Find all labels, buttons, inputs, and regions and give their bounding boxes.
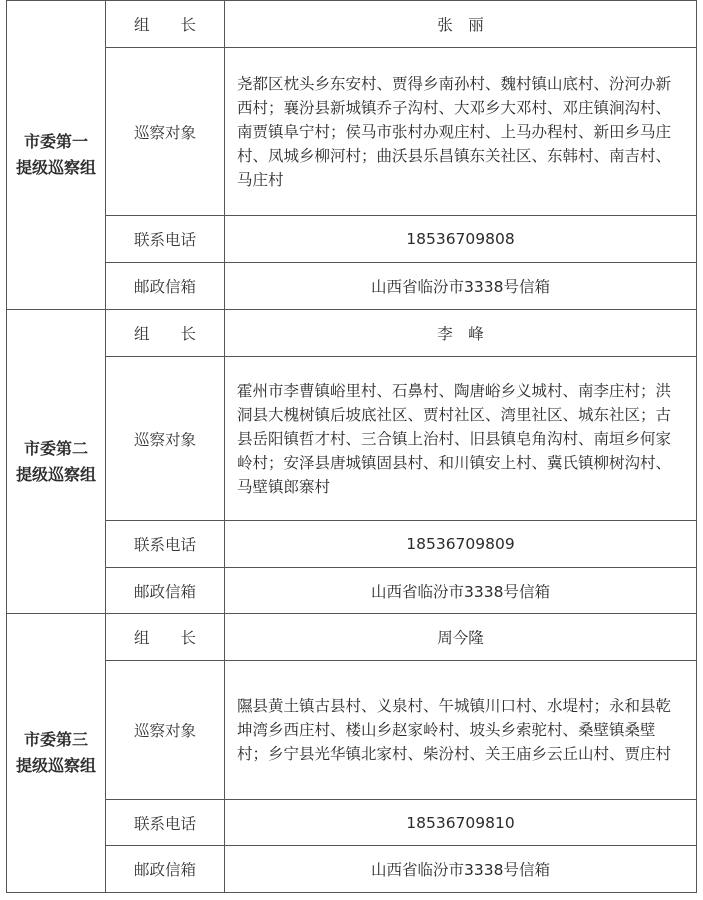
leader-value: 张 丽 — [225, 1, 697, 48]
phone-value: 18536709808 — [225, 216, 697, 263]
mailbox-value: 山西省临汾市3338号信箱 — [225, 568, 697, 614]
table-row — [7, 661, 697, 800]
leader-label: 组 长 — [106, 614, 225, 661]
inspection-group-table — [6, 0, 697, 893]
phone-value: 18536709809 — [225, 521, 697, 568]
table-row — [7, 216, 697, 263]
table-row — [7, 568, 697, 614]
phone-label: 联系电话 — [106, 216, 225, 263]
leader-value: 李 峰 — [225, 310, 697, 357]
group-name-line1: 市委第二 — [23, 438, 88, 458]
group-name-line2: 提级巡察组 — [15, 756, 96, 775]
mailbox-label: 邮政信箱 — [106, 568, 225, 614]
group-name-cell — [7, 1, 106, 310]
targets-label: 巡察对象 — [106, 661, 225, 800]
table-row — [7, 614, 697, 661]
leader-value: 周今隆 — [225, 614, 697, 661]
targets-value: 霍州市李曹镇峪里村、石鼻村、陶唐峪乡义城村、南李庄村；洪洞县大槐树镇后坡底社区、贾村社区、湾里社区、城东社区；古县岳阳镇哲才村、三合镇上治村、旧县镇皂角沟村、南垣乡何家岭村；安泽县唐城镇固县村、和川镇安上村、冀氏镇柳树沟村、马壁镇郎寨村 — [225, 357, 697, 521]
mailbox-label: 邮政信箱 — [106, 846, 225, 893]
table-row — [7, 357, 697, 521]
phone-value: 18536709810 — [225, 800, 697, 846]
group-name-line2: 提级巡察组 — [15, 464, 96, 484]
phone-label: 联系电话 — [106, 800, 225, 846]
table-row — [7, 1, 697, 48]
mailbox-value: 山西省临汾市3338号信箱 — [225, 846, 697, 893]
mailbox-label: 邮政信箱 — [106, 263, 225, 310]
targets-label: 巡察对象 — [106, 357, 225, 521]
group-name-line1: 市委第一 — [23, 132, 88, 151]
table-row — [7, 846, 697, 893]
table-row — [7, 310, 697, 357]
targets-label: 巡察对象 — [106, 48, 225, 216]
group-name-cell — [7, 310, 106, 614]
table-row — [7, 263, 697, 310]
mailbox-value: 山西省临汾市3338号信箱 — [225, 263, 697, 310]
targets-value: 尧都区枕头乡东安村、贾得乡南孙村、魏村镇山底村、汾河办新西村；襄汾县新城镇乔子沟村、大邓乡大邓村、邓庄镇涧沟村、南贾镇阜宁村；侯马市张村办观庄村、上马办程村、新田乡马庄村、凤城乡柳河村；曲沃县乐昌镇东关社区、东韩村、南吉村、马庄村 — [225, 48, 697, 216]
leader-label: 组 长 — [106, 1, 225, 48]
targets-value: 隰县黄土镇古县村、义泉村、午城镇川口村、水堤村；永和县乾坤湾乡西庄村、楼山乡赵家岭村、坡头乡索驼村、桑壁镇桑壁村；乡宁县光华镇北家村、柴汾村、关王庙乡云丘山村、贾庄村 — [225, 661, 697, 800]
phone-label: 联系电话 — [106, 521, 225, 568]
group-name-cell — [7, 614, 106, 893]
table-row — [7, 521, 697, 568]
group-name-line1: 市委第三 — [23, 730, 88, 749]
table-row — [7, 800, 697, 846]
group-name-line2: 提级巡察组 — [15, 158, 96, 177]
table-row — [7, 48, 697, 216]
leader-label: 组 长 — [106, 310, 225, 357]
